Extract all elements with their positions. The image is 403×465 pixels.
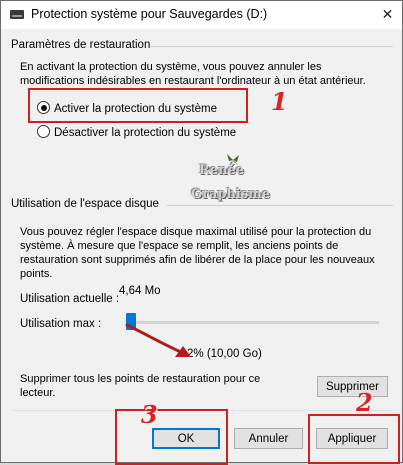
annotation-arrow-icon	[121, 319, 201, 363]
window-title: Protection système pour Sauvegardes (D:)	[31, 7, 268, 21]
max-usage-value: 2% (10,00 Go)	[187, 348, 262, 360]
current-usage-value: 4,64 Mo	[119, 285, 161, 297]
watermark-line1: Renée	[199, 163, 245, 178]
close-button[interactable]: ✕	[381, 6, 394, 22]
restore-description: En activant la protection du système, vous pouvez annuler les modifications indésirables en restaurant l'ordinateur à un état antérieur.	[20, 61, 366, 87]
max-usage-label: Utilisation max :	[20, 318, 102, 330]
apply-button[interactable]: Appliquer	[316, 428, 388, 449]
butterfly-icon	[225, 153, 241, 167]
radio-disable-label: Désactiver la protection du système	[54, 127, 237, 139]
ok-button[interactable]: OK	[152, 428, 220, 449]
restore-settings-title: Paramètres de restauration	[11, 39, 151, 51]
annotation-number-2: 2	[356, 388, 373, 417]
annotation-box-1	[28, 88, 248, 123]
current-usage-label: Utilisation actuelle :	[20, 293, 120, 305]
annotation-box-3	[115, 409, 228, 465]
disk-usage-description: Vous pouvez régler l'espace disque maximal utilisé pour la protection du système. À mesure que l'espace se remplit, les anciens points de restauration sont supprimés afin de libérer de la place pour les nouveaux points.	[20, 226, 375, 280]
cancel-button[interactable]: Annuler	[234, 428, 303, 449]
delete-button[interactable]: Supprimer	[317, 376, 388, 397]
delete-points-description: Supprimer tous les points de restauration pour ce lecteur.	[20, 373, 261, 399]
annotation-number-3: 3	[141, 400, 158, 429]
annotation-box-2	[308, 414, 400, 464]
disk-usage-title: Utilisation de l'espace disque	[11, 198, 159, 210]
drive-icon	[10, 10, 24, 19]
title-bar[interactable]	[1, 1, 402, 29]
annotation-number-1: 1	[271, 87, 288, 116]
radio-disable-protection[interactable]	[37, 125, 236, 139]
radio-unselected-icon	[37, 125, 50, 138]
watermark-line2: Graphisme	[191, 187, 271, 202]
watermark-logo	[191, 159, 281, 209]
radio-enable-label: Activer la protection du système	[54, 103, 217, 115]
restore-settings-divider	[151, 46, 393, 47]
disk-usage-divider	[167, 205, 393, 206]
